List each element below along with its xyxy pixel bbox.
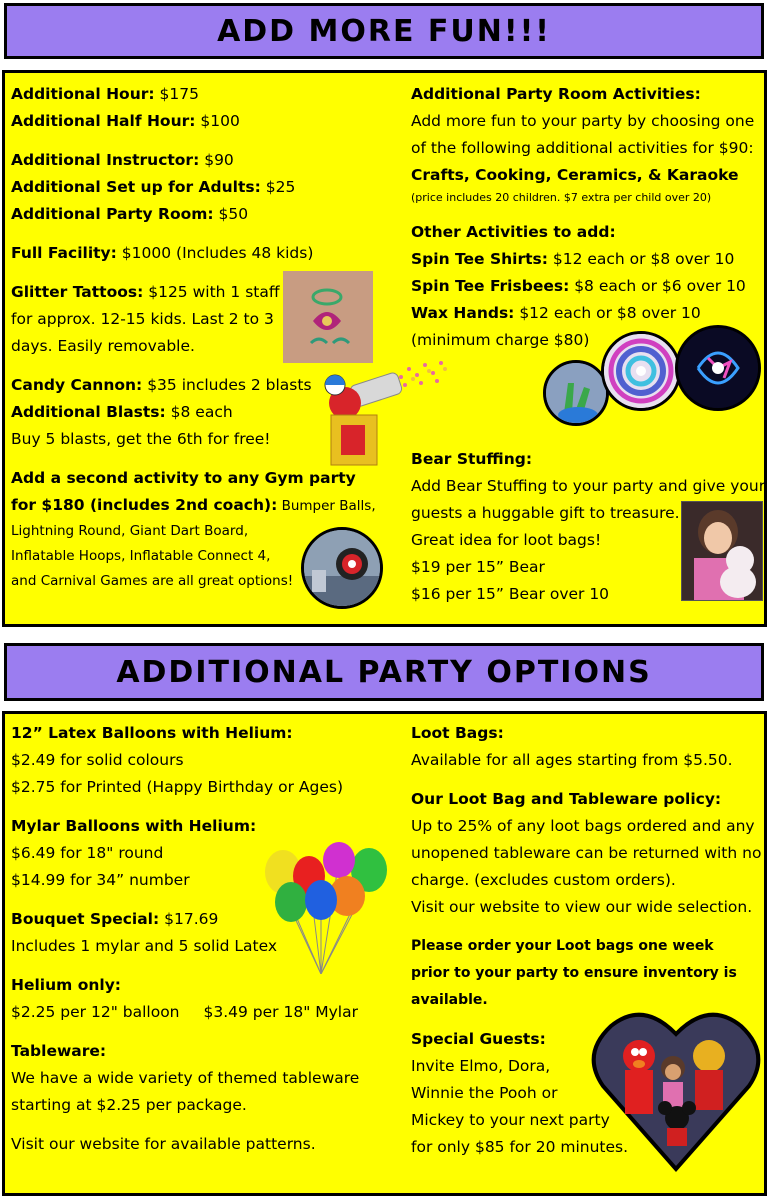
bear-line-1: Add Bear Stuffing to your party and give your [411,477,766,495]
glitter-tattoos-price: $125 with 1 staff [143,283,280,301]
party-room-label: Additional Party Room: [11,205,214,223]
glitter-line-2: for approx. 12-15 kids. Last 2 to 3 [11,310,274,328]
mylar-line-2: $14.99 for 34” number [11,871,190,889]
tableware-heading: Tableware: [11,1042,107,1060]
gym-price: for $180 (includes 2nd coach): [11,496,278,514]
policy-line-1: Up to 25% of any loot bags ordered and any [411,817,755,835]
latex-line-2: $2.75 for Printed (Happy Birthday or Ages) [11,778,344,796]
bouquet-line-1: Includes 1 mylar and 5 solid Latex [11,937,278,955]
room-activities-list: Crafts, Cooking, Ceramics, & Karaoke [411,166,739,184]
glitter-tattoos-label: Glitter Tattoos: [11,283,144,301]
special-guests-heart-image [591,1004,761,1174]
bouquet-price: $17.69 [159,910,219,928]
wax-hands-price: $12 each or $8 over 10 [514,304,701,322]
full-facility-price: $1000 (Includes 48 kids) [116,244,314,262]
tableware-line-2: starting at $2.25 per package. [11,1096,247,1114]
loot-bags-line-1: Available for all ages starting from $5.50. [411,751,733,769]
order-notice-line-1: Please order your Loot bags one week [411,938,714,954]
party-room-price: $50 [213,205,249,223]
guests-line-3: Mickey to your next party [411,1111,610,1129]
gym-line-5: and Carnival Games are all great options! [11,573,294,589]
order-notice-line-2: prior to your party to ensure inventory is [411,965,737,981]
spin-frisbees-label: Spin Tee Frisbees: [411,277,570,295]
glitter-tattoo-photo [283,271,373,363]
gym-line-3: Lightning Round, Giant Dart Board, [11,523,249,539]
room-activities-line-1: Add more fun to your party by choosing one [411,112,755,130]
room-activities-heading: Additional Party Room Activities: [411,85,701,103]
bear-line-3: Great idea for loot bags! [411,531,602,549]
policy-line-4: Visit our website to view our wide selection. [411,898,753,916]
policy-line-2: unopened tableware can be returned with no [411,844,762,862]
spin-shirts-price: $12 each or $8 over 10 [547,250,735,268]
guests-line-2: Winnie the Pooh or [411,1084,558,1102]
wax-hands-label: Wax Hands: [411,304,515,322]
policy-line-3: charge. (excludes custom orders). [411,871,676,889]
guests-line-1: Invite Elmo, Dora, [411,1057,551,1075]
bear-line-5: $16 per 15” Bear over 10 [411,585,610,603]
bear-line-4: $19 per 15” Bear [411,558,545,576]
spin-shirt-photo [675,325,761,411]
helium-18-price: $3.49 per 18" Mylar [203,1003,358,1021]
helium-12-price: $2.25 per 12" balloon [11,1003,180,1021]
instructor-price: $90 [199,151,234,169]
gym-activity-photo [301,527,383,609]
instructor-label: Additional Instructor: [11,151,200,169]
full-facility-label: Full Facility: [11,244,117,262]
additional-blasts-price: $8 each [165,403,233,421]
bear-stuffing-heading: Bear Stuffing: [411,450,533,468]
half-hour-label: Additional Half Hour: [11,112,196,130]
spin-frisbees-price: $8 each or $6 over 10 [569,277,746,295]
latex-balloons-heading: 12” Latex Balloons with Helium: [11,724,293,742]
minimum-charge: (minimum charge $80) [411,331,590,349]
gym-line-2: Bumper Balls, [277,498,376,514]
glitter-line-3: days. Easily removable. [11,337,195,355]
wax-hands-photo [543,360,609,426]
room-activities-note: (price includes 20 children. $7 extra per child over 20) [411,191,712,204]
bear-line-2: guests a huggable gift to treasure. [411,504,680,522]
hour-price: $175 [154,85,199,103]
tableware-line-1: We have a wide variety of themed tableware [11,1069,360,1087]
party-options-panel [2,711,767,1196]
tableware-line-3: Visit our website for available patterns. [11,1135,316,1153]
hour-label: Additional Hour: [11,85,155,103]
mylar-balloons-heading: Mylar Balloons with Helium: [11,817,257,835]
spin-shirts-label: Spin Tee Shirts: [411,250,548,268]
section-title: ADD MORE FUN!!! [217,13,551,49]
bear-stuffing-photo [681,501,763,601]
gym-heading: Add a second activity to any Gym party [11,469,356,487]
additional-blasts-label: Additional Blasts: [11,403,166,421]
blasts-offer: Buy 5 blasts, get the 6th for free! [11,430,271,448]
latex-line-1: $2.49 for solid colours [11,751,184,769]
section-title: ADDITIONAL PARTY OPTIONS [116,654,652,690]
order-notice-line-3: available. [411,992,488,1008]
policy-heading: Our Loot Bag and Tableware policy: [411,790,722,808]
helium-only-heading: Helium only: [11,976,121,994]
additional-party-options-banner [4,643,764,701]
spin-frisbee-photo [601,331,681,411]
half-hour-price: $100 [195,112,240,130]
mylar-line-1: $6.49 for 18" round [11,844,164,862]
gym-line-4: Inflatable Hoops, Inflatable Connect 4, [11,548,271,564]
bouquet-label: Bouquet Special: [11,910,160,928]
guests-line-4: for only $85 for 20 minutes. [411,1138,629,1156]
add-more-fun-panel [2,70,767,627]
special-guests-heading: Special Guests: [411,1030,546,1048]
room-activities-line-2: of the following additional activities for $90: [411,139,754,157]
adult-setup-label: Additional Set up for Adults: [11,178,261,196]
loot-bags-heading: Loot Bags: [411,724,504,742]
candy-cannon-label: Candy Cannon: [11,376,143,394]
balloon-bouquet-image [261,842,391,974]
candy-cannon-price: $35 includes 2 blasts [142,376,312,394]
add-more-fun-banner [4,3,764,59]
adult-setup-price: $25 [260,178,296,196]
candy-cannon-image [305,355,455,473]
other-activities-heading: Other Activities to add: [411,223,616,241]
